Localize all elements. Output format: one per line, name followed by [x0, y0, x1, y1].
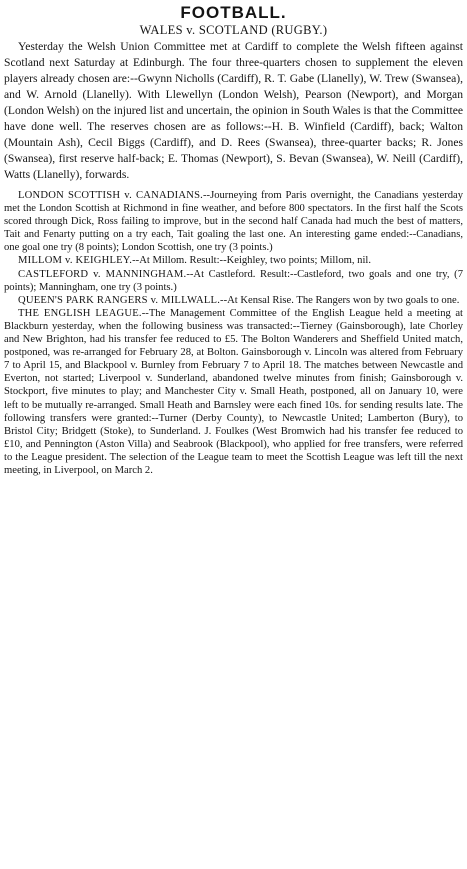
article-body-wales-scotland: Yesterday the Welsh Union Committee met at Cardiff to complete the Welsh fifteen against Scotland next Saturday at Edinburgh. The four three-quarters chosen to supplement the eleven players already chosen are:--Gwynn Nicholls (Cardiff), R. T. Gabe (Llanelly), W. Trew (Swansea), and W. Arnold (Llanelly). With Llewellyn (London Welsh), Pearson (Newport), and Morgan (London Welsh) on the injured list and uncertain, the opinion in South Wales is that the Committee have done well. The reserves chosen are as follows:--H. B. Winfield (Cardiff), back; Walton (Mountain Ash), Cecil Biggs (Cardiff), and D. Rees (Swansea), three-quarter backs; R. Jones (Swansea), first reserve half-back; E. Thomas (Newport), S. Bevan (Swansea), W. Neill (Cardiff), Watts (Llanelly), forwards.	[4, 40, 463, 181]
run-in-heading-castleford: CASTLEFORD v. MANNINGHAM.	[18, 268, 187, 280]
run-in-body-london-scottish: --Journeying from Paris overnight, the Canadians yesterday met the London Scottish at Richmond in fine weather, and before 800 spectators. In the first half the Scots scored through Dick, Ross failing to improve, but in the second half Canada had much the best of matters, Tait and Fenarty putting on a try each, Tait goaling the last one. An interesting game ended:--Canadians, one goal one try (8 points); London Scottish, one try (3 points.)	[4, 190, 463, 254]
run-in-heading-english-league: THE ENGLISH LEAGUE.	[18, 307, 142, 319]
article-english-league	[4, 307, 463, 477]
run-in-body-millom: --At Millom. Result:--Keighley, two points; Millom, nil.	[132, 255, 371, 267]
run-in-heading-qpr: QUEEN'S PARK RANGERS v. MILLWALL.	[18, 294, 221, 306]
run-in-heading-london-scottish: LONDON SCOTTISH v. CANADIANS.	[18, 190, 204, 201]
article-millom	[4, 254, 463, 267]
run-in-body-english-league: --The Management Committee of the English League held a meeting at Blackburn yesterday, when the following business was transacted:--Tierney (Gainsborough), late Chorley and New Brighton, had his transfer fee reduced to £5. The Bolton Wanderers and Sheffield United match, postponed, was re-arranged for February 28, at Bolton. Gainsborough v. Lincoln was altered from February 7 to April 15, and Blackpool v. Burnley from February 7 to April 18. The matches between Newcastle and Everton, not started; Liverpool v. Sunderland, abandoned twelve minutes from finish; Gainsborough v. Stockport, five minutes to play; and Manchester City v. Small Heath, postponed, all on January 10, were left to be mutually re-arranged. Small Heath and Barnsley were each fined 10s. for sending results late. The following transfers were granted:--Turner (Derby County), to Newcastle United; Lamberton (Bury), to Bristol City; Bridgett (Stoke), to Sunderland. J. Foulkes (West Bromwich had his transfer fee reduced to £10, and Pennington (Aston Villa) and Seabrook (Blackpool), who applied for free transfers, were referred to the League president. The selection of the League team to meet the Scottish League was left till the next meeting, in Liverpool, on March 2.	[4, 307, 463, 476]
section-masthead: FOOTBALL.	[180, 3, 287, 22]
article-castleford	[4, 268, 463, 294]
run-in-body-qpr: --At Kensal Rise. The Rangers won by two goals to one.	[220, 294, 460, 306]
article-qpr	[4, 294, 463, 307]
article-london-scottish	[4, 189, 463, 254]
article-headline-wales-scotland: WALES v. SCOTLAND (RUGBY.)	[139, 23, 328, 37]
run-in-body-castleford: --At Castleford. Result:--Castleford, two goals and one try, (7 points); Manningham, one try (3 points.)	[4, 268, 463, 293]
run-in-heading-millom: MILLOM v. KEIGHLEY.	[18, 255, 133, 267]
